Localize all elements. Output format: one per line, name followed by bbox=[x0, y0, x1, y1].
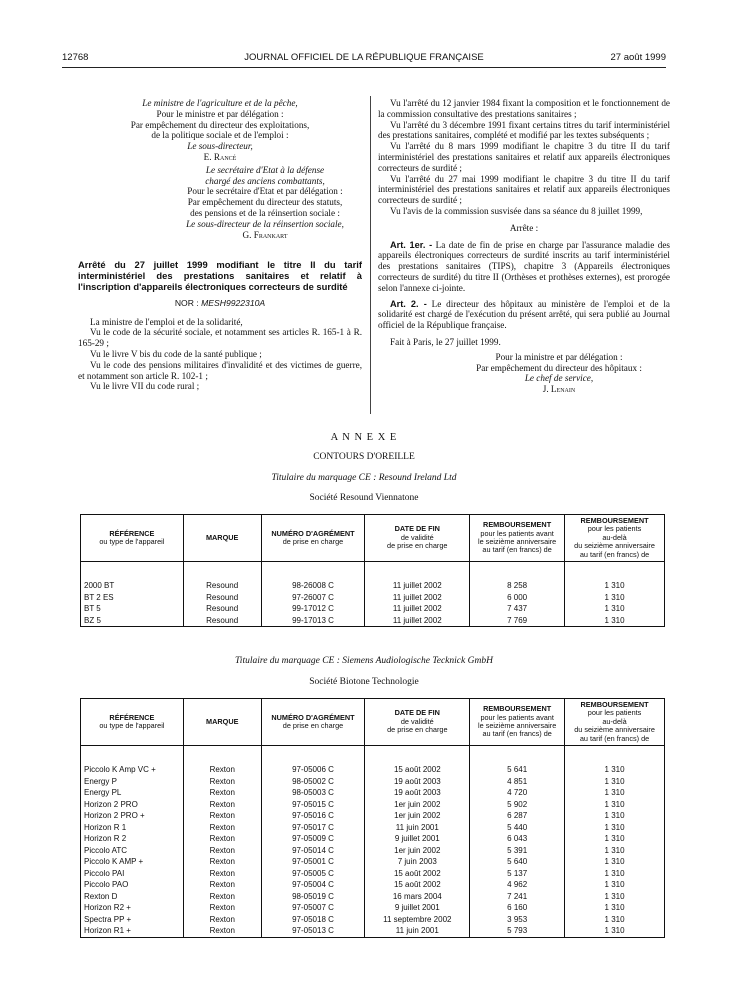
col-agrement: NUMÉRO D'AGRÉMENT de prise en charge bbox=[261, 699, 365, 746]
cell-marque: Rexton bbox=[183, 891, 261, 903]
table-row bbox=[81, 799, 665, 811]
sig-line: Par empêchement du directeur des hôpitaux : bbox=[476, 362, 642, 373]
table-row bbox=[81, 925, 665, 937]
cell-agrement: 97-05009 C bbox=[261, 833, 365, 845]
col-remboursement-avant: REMBOURSEMENT pour les patients avant le seizième anniversaire au tarif (en francs) de bbox=[470, 699, 565, 746]
column-divider bbox=[370, 96, 371, 414]
sig-line: Par empêchement du directeur des statuts, bbox=[187, 197, 343, 208]
cell-date-fin: 15 août 2002 bbox=[365, 879, 470, 891]
cell-date-fin: 1er juin 2002 bbox=[365, 810, 470, 822]
table-row bbox=[81, 603, 665, 615]
col-date-fin: DATE DE FIN de validité de prise en charge bbox=[365, 699, 470, 746]
cell-reference: Horizon R 2 bbox=[81, 833, 184, 845]
table-row bbox=[81, 615, 665, 627]
table-row bbox=[81, 868, 665, 880]
header-rule bbox=[62, 67, 666, 68]
sig-line: Le secrétaire d'Etat à la défense bbox=[205, 164, 325, 175]
cell-date-fin: 1er juin 2002 bbox=[365, 845, 470, 857]
cell-marque: Rexton bbox=[183, 776, 261, 788]
cell-remb-apres: 1 310 bbox=[565, 776, 665, 788]
col-marque: MARQUE bbox=[183, 699, 261, 746]
page-number: 12768 bbox=[62, 52, 89, 63]
cell-remb-avant: 6 043 bbox=[470, 833, 565, 845]
table-row bbox=[81, 787, 665, 799]
sig-name: G. Frankart bbox=[242, 229, 288, 240]
cell-marque: Rexton bbox=[183, 810, 261, 822]
cell-agrement: 97-05014 C bbox=[261, 845, 365, 857]
cell-remb-avant: 7 437 bbox=[470, 603, 565, 615]
cell-date-fin: 19 août 2003 bbox=[365, 787, 470, 799]
cell-marque: Rexton bbox=[183, 833, 261, 845]
nor-code: MESH9922310A bbox=[201, 297, 266, 308]
cell-date-fin: 11 juin 2001 bbox=[365, 925, 470, 937]
col-remboursement-apres: REMBOURSEMENT pour les patients au-delà du seizième anniversaire au tarif (en francs) de bbox=[565, 699, 665, 746]
table1-company: Société Resound Viennatone bbox=[309, 493, 419, 503]
cell-reference: Piccolo K AMP + bbox=[81, 856, 184, 868]
cell-agrement: 98-05002 C bbox=[261, 776, 365, 788]
cell-marque: Resound bbox=[183, 580, 261, 592]
sig-line: Pour le secrétaire d'Etat et par délégation : bbox=[187, 186, 343, 197]
cell-agrement: 97-05013 C bbox=[261, 925, 365, 937]
cell-reference: Horizon R1 + bbox=[81, 925, 184, 937]
vu-paragraph: Vu l'arrêté du 8 mars 1999 modifiant le chapitre 3 du titre II du tarif interministériel des prestations sanitaires et relatif aux appareils électroniques correcteurs de surdité ; bbox=[378, 141, 670, 173]
cell-agrement: 97-05004 C bbox=[261, 879, 365, 891]
cell-reference: Horizon 2 PRO + bbox=[81, 810, 184, 822]
sig-line: Pour la ministre et par délégation : bbox=[495, 351, 623, 362]
cell-reference: Rexton D bbox=[81, 891, 184, 903]
cell-remb-apres: 1 310 bbox=[565, 764, 665, 776]
cell-remb-avant: 5 391 bbox=[470, 845, 565, 857]
sig-line: des pensions et de la réinsertion sociale : bbox=[190, 207, 340, 218]
vu-paragraph: Vu l'arrêté du 3 décembre 1991 fixant certains titres du tarif interministériel des prestations sanitaires, complété et modifié par les textes subséquents ; bbox=[378, 119, 670, 141]
cell-date-fin: 9 juillet 2001 bbox=[365, 902, 470, 914]
cell-remb-avant: 8 258 bbox=[470, 580, 565, 592]
cell-reference: Piccolo K Amp VC + bbox=[81, 764, 184, 776]
table-row bbox=[81, 879, 665, 891]
cell-remb-avant: 5 641 bbox=[470, 764, 565, 776]
cell-remb-apres: 1 310 bbox=[565, 592, 665, 604]
journal-title: JOURNAL OFFICIEL DE LA RÉPUBLIQUE FRANÇAISE bbox=[244, 52, 484, 63]
table-row bbox=[81, 810, 665, 822]
table-row bbox=[81, 902, 665, 914]
article-1 bbox=[378, 240, 670, 294]
cell-date-fin: 11 septembre 2002 bbox=[365, 914, 470, 926]
cell-agrement: 97-26007 C bbox=[261, 592, 365, 604]
cell-date-fin: 19 août 2003 bbox=[365, 776, 470, 788]
cell-reference: Horizon 2 PRO bbox=[81, 799, 184, 811]
table-row bbox=[81, 833, 665, 845]
cell-marque: Rexton bbox=[183, 856, 261, 868]
cell-reference: BZ 5 bbox=[81, 615, 184, 627]
cell-marque: Resound bbox=[183, 615, 261, 627]
cell-remb-apres: 1 310 bbox=[565, 914, 665, 926]
signed-place-date: Fait à Paris, le 27 juillet 1999. bbox=[390, 336, 501, 347]
cell-marque: Resound bbox=[183, 603, 261, 615]
cell-agrement: 99-17012 C bbox=[261, 603, 365, 615]
body-paragraph: Vu le livre V bis du code de la santé publique ; bbox=[90, 348, 262, 359]
cell-marque: Rexton bbox=[183, 868, 261, 880]
cell-remb-apres: 1 310 bbox=[565, 879, 665, 891]
cell-remb-apres: 1 310 bbox=[565, 902, 665, 914]
cell-remb-avant: 6 160 bbox=[470, 902, 565, 914]
col-reference: RÉFÉRENCE ou type de l'appareil bbox=[81, 699, 184, 746]
article-2-text: Le directeur des hôpitaux au ministère de l'emploi et de la solidarité est chargé de l'exécution du présent arrêté, qui sera publié au Journal officiel de la République française. bbox=[378, 298, 670, 331]
sig-line: Le ministre de l'agriculture et de la pêche, bbox=[142, 98, 298, 108]
body-paragraph: Vu le code de la sécurité sociale, et notamment ses articles R. 165-1 à R. 165-29 ; bbox=[78, 327, 362, 349]
sig-name: J. Lenain bbox=[542, 384, 576, 395]
cell-agrement: 97-05015 C bbox=[261, 799, 365, 811]
issue-date: 27 août 1999 bbox=[610, 52, 666, 63]
cell-remb-avant: 7 241 bbox=[470, 891, 565, 903]
arrete-heading: Arrête : bbox=[509, 222, 539, 233]
cell-remb-avant: 6 000 bbox=[470, 592, 565, 604]
body-paragraph: Vu le code des pensions militaires d'invalidité et des victimes de guerre, et notamment son article R. 102-1 ; bbox=[78, 359, 362, 381]
cell-date-fin: 16 mars 2004 bbox=[365, 891, 470, 903]
cell-marque: Rexton bbox=[183, 902, 261, 914]
cell-remb-apres: 1 310 bbox=[565, 868, 665, 880]
cell-date-fin: 9 juillet 2001 bbox=[365, 833, 470, 845]
col-remboursement-apres: REMBOURSEMENT pour les patients au-delà du seizième anniversaire au tarif (en francs) de bbox=[565, 515, 665, 562]
table-spacer-row bbox=[81, 562, 665, 581]
cell-remb-apres: 1 310 bbox=[565, 580, 665, 592]
cell-marque: Rexton bbox=[183, 914, 261, 926]
table-row bbox=[81, 776, 665, 788]
cell-reference: Horizon R 1 bbox=[81, 822, 184, 834]
table-resound bbox=[80, 514, 665, 627]
article-2-label: Art. 2. - bbox=[390, 298, 427, 309]
sig-line: de la politique sociale et de l'emploi : bbox=[151, 130, 289, 141]
cell-date-fin: 15 août 2002 bbox=[365, 764, 470, 776]
sig-line: chargé des anciens combattants, bbox=[205, 175, 325, 186]
decree-title: Arrêté du 27 juillet 1999 modifiant le titre II du tarif interministériel des prestations sanitaires et relatif à l'inscription d'appareils électroniques correcteurs de surdité bbox=[78, 259, 362, 292]
cell-agrement: 97-05006 C bbox=[261, 764, 365, 776]
col-marque: MARQUE bbox=[183, 515, 261, 562]
sig-line: Le chef de service, bbox=[524, 373, 594, 384]
right-column bbox=[378, 98, 670, 395]
body-paragraph: La ministre de l'emploi et de la solidarité, bbox=[90, 316, 243, 327]
table-row bbox=[81, 845, 665, 857]
cell-date-fin: 11 juin 2001 bbox=[365, 822, 470, 834]
cell-marque: Rexton bbox=[183, 822, 261, 834]
sig-line: Le sous-directeur, bbox=[187, 141, 253, 152]
cell-date-fin: 11 juillet 2002 bbox=[365, 592, 470, 604]
nor-label: NOR : bbox=[174, 297, 199, 308]
cell-marque: Rexton bbox=[183, 879, 261, 891]
cell-date-fin: 11 juillet 2002 bbox=[365, 615, 470, 627]
body-paragraph: Vu le livre VII du code rural ; bbox=[90, 381, 200, 392]
cell-date-fin: 11 juillet 2002 bbox=[365, 580, 470, 592]
vu-paragraph: Vu l'arrêté du 12 janvier 1984 fixant la composition et le fonctionnement de la commission consultative des prestations sanitaires ; bbox=[378, 98, 670, 119]
cell-agrement: 97-05001 C bbox=[261, 856, 365, 868]
table-spacer-row bbox=[81, 746, 665, 765]
article-2 bbox=[378, 299, 670, 331]
cell-remb-avant: 7 769 bbox=[470, 615, 565, 627]
cell-remb-apres: 1 310 bbox=[565, 810, 665, 822]
cell-reference: Piccolo PAO bbox=[81, 879, 184, 891]
cell-agrement: 98-05019 C bbox=[261, 891, 365, 903]
cell-reference: Piccolo PAI bbox=[81, 868, 184, 880]
cell-reference: BT 2 ES bbox=[81, 592, 184, 604]
annexe-title: A N N E X E bbox=[330, 432, 398, 443]
cell-remb-apres: 1 310 bbox=[565, 615, 665, 627]
cell-agrement: 98-26008 C bbox=[261, 580, 365, 592]
table2-holder: Titulaire du marquage CE : Siemens Audiologische Tecknick GmbH bbox=[235, 656, 493, 666]
cell-reference: Piccolo ATC bbox=[81, 845, 184, 857]
article-1-text: La date de fin de prise en charge par l'assurance maladie des appareils électroniques correcteurs de surdité inscrits au tarif interministériel des prestations sanitaires (TIPS), chapitre 3 (Appareils électroniques correcteurs de surdité) du titre II (Orthèses et prothèses externes), est prorogée selon l'annexe ci-jointe. bbox=[378, 239, 671, 293]
table-row bbox=[81, 592, 665, 604]
cell-remb-avant: 5 137 bbox=[470, 868, 565, 880]
table-row bbox=[81, 822, 665, 834]
table2-company: Société Biotone Technologie bbox=[309, 677, 419, 687]
cell-marque: Rexton bbox=[183, 787, 261, 799]
vu-paragraph: Vu l'arrêté du 27 mai 1999 modifiant le chapitre 3 du titre II du tarif interministériel des prestations sanitaires et relatif aux appareils électroniques correcteurs de surdité ; bbox=[378, 173, 670, 206]
col-agrement: NUMÉRO D'AGRÉMENT de prise en charge bbox=[261, 515, 365, 562]
cell-agrement: 97-05018 C bbox=[261, 914, 365, 926]
cell-remb-avant: 5 640 bbox=[470, 856, 565, 868]
table-header-row bbox=[81, 699, 665, 746]
sig-line: Pour le ministre et par délégation : bbox=[156, 108, 284, 119]
col-reference: RÉFÉRENCE ou type de l'appareil bbox=[81, 515, 184, 562]
col-date-fin: DATE DE FIN de validité de prise en charge bbox=[365, 515, 470, 562]
page-header bbox=[62, 52, 666, 66]
cell-remb-apres: 1 310 bbox=[565, 787, 665, 799]
cell-date-fin: 15 août 2002 bbox=[365, 868, 470, 880]
table1-holder: Titulaire du marquage CE : Resound Ireland Ltd bbox=[271, 473, 457, 483]
cell-marque: Resound bbox=[183, 592, 261, 604]
article-1-label: Art. 1er. - bbox=[390, 239, 433, 250]
cell-date-fin: 1er juin 2002 bbox=[365, 799, 470, 811]
table-row bbox=[81, 764, 665, 776]
cell-marque: Rexton bbox=[183, 845, 261, 857]
cell-remb-apres: 1 310 bbox=[565, 925, 665, 937]
cell-remb-apres: 1 310 bbox=[565, 833, 665, 845]
table-row bbox=[81, 914, 665, 926]
cell-reference: Energy P bbox=[81, 776, 184, 788]
cell-remb-avant: 6 287 bbox=[470, 810, 565, 822]
vu-paragraph: Vu l'avis de la commission susvisée dans sa séance du 8 juillet 1999, bbox=[390, 205, 643, 216]
col-remboursement-avant: REMBOURSEMENT pour les patients avant le seizième anniversaire au tarif (en francs) de bbox=[470, 515, 565, 562]
cell-remb-avant: 5 902 bbox=[470, 799, 565, 811]
cell-remb-avant: 5 793 bbox=[470, 925, 565, 937]
cell-agrement: 97-05016 C bbox=[261, 810, 365, 822]
table-siemens bbox=[80, 698, 665, 938]
annexe-subtitle: CONTOURS D'OREILLE bbox=[313, 452, 415, 462]
cell-remb-apres: 1 310 bbox=[565, 799, 665, 811]
cell-remb-apres: 1 310 bbox=[565, 891, 665, 903]
sig-line: Le sous-directeur de la réinsertion sociale, bbox=[186, 218, 344, 229]
signature-agriculture bbox=[78, 98, 362, 163]
cell-marque: Rexton bbox=[183, 799, 261, 811]
cell-remb-apres: 1 310 bbox=[565, 603, 665, 615]
cell-date-fin: 11 juillet 2002 bbox=[365, 603, 470, 615]
left-column bbox=[78, 98, 362, 392]
sig-name: E. Rancé bbox=[203, 151, 237, 162]
cell-agrement: 98-05003 C bbox=[261, 787, 365, 799]
cell-remb-avant: 4 962 bbox=[470, 879, 565, 891]
nor-reference bbox=[78, 298, 362, 309]
cell-remb-apres: 1 310 bbox=[565, 856, 665, 868]
cell-agrement: 97-05017 C bbox=[261, 822, 365, 834]
cell-reference: Energy PL bbox=[81, 787, 184, 799]
cell-agrement: 97-05007 C bbox=[261, 902, 365, 914]
cell-remb-apres: 1 310 bbox=[565, 822, 665, 834]
cell-date-fin: 7 juin 2003 bbox=[365, 856, 470, 868]
cell-marque: Rexton bbox=[183, 764, 261, 776]
table-row bbox=[81, 856, 665, 868]
signature-hopitaux bbox=[378, 352, 670, 395]
signature-defense bbox=[78, 165, 362, 241]
cell-marque: Rexton bbox=[183, 925, 261, 937]
cell-reference: Spectra PP + bbox=[81, 914, 184, 926]
table-header-row bbox=[81, 515, 665, 562]
table-row bbox=[81, 891, 665, 903]
cell-reference: BT 5 bbox=[81, 603, 184, 615]
table-row bbox=[81, 580, 665, 592]
cell-agrement: 99-17013 C bbox=[261, 615, 365, 627]
cell-reference: Horizon R2 + bbox=[81, 902, 184, 914]
cell-agrement: 97-05005 C bbox=[261, 868, 365, 880]
cell-remb-apres: 1 310 bbox=[565, 845, 665, 857]
cell-remb-avant: 3 953 bbox=[470, 914, 565, 926]
cell-remb-avant: 4 720 bbox=[470, 787, 565, 799]
cell-remb-avant: 4 851 bbox=[470, 776, 565, 788]
cell-remb-avant: 5 440 bbox=[470, 822, 565, 834]
sig-line: Par empêchement du directeur des exploitations, bbox=[130, 119, 310, 130]
cell-reference: 2000 BT bbox=[81, 580, 184, 592]
